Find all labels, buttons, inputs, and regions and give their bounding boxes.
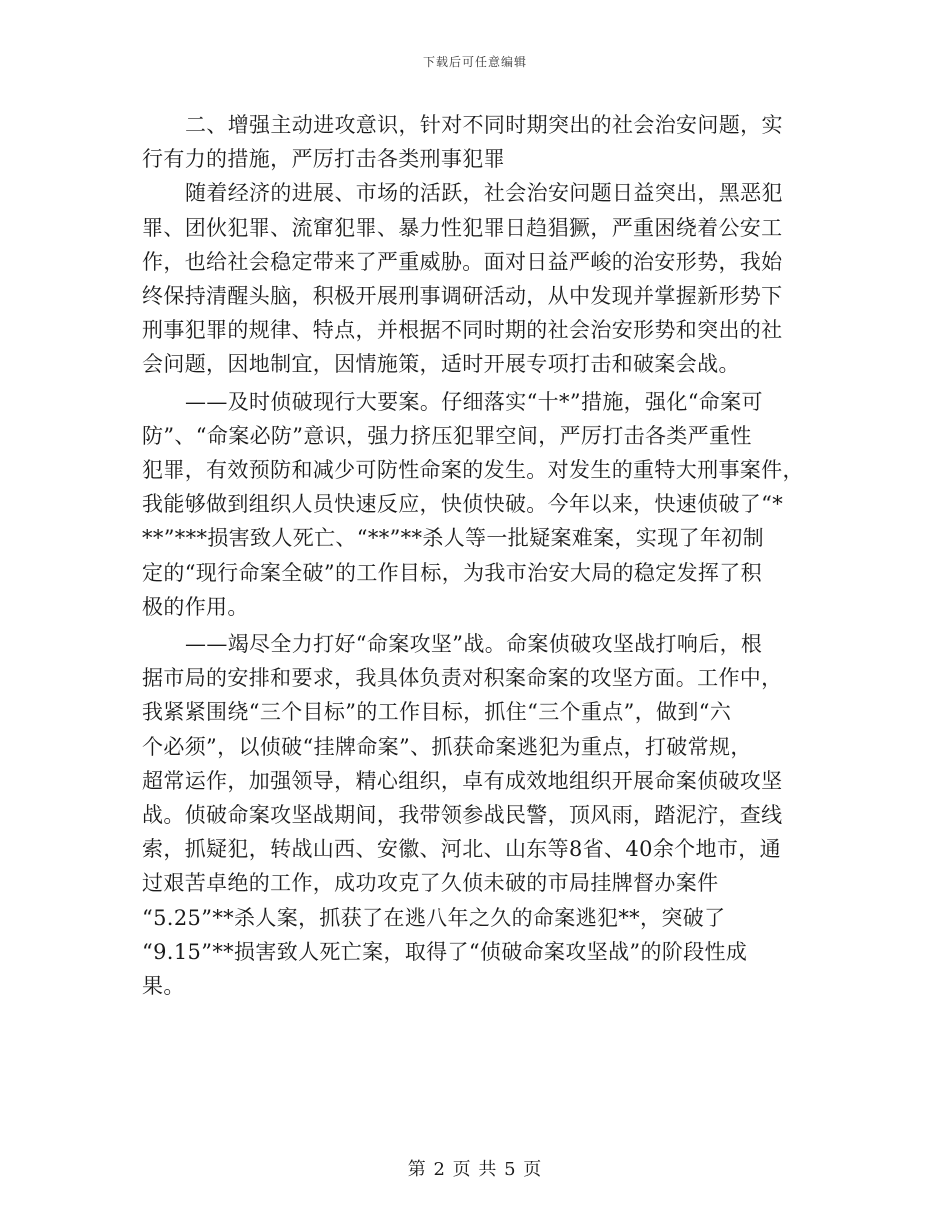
text-line: 超常运作，加强领导，精心组织，卓有成效地组织开展命案侦破攻坚 [142,768,783,793]
text-line: ——及时侦破现行大要案。仔细落实“十*”措施，强化“命案可 [185,389,763,414]
text-line: 随着经济的进展、市场的活跃，社会治安问题日益突出，黑恶犯 [185,181,783,206]
paragraph [142,176,810,381]
text-line: “9.15”**损害致人死亡案，取得了“侦破命案攻坚战”的阶段性成 [142,939,748,964]
paragraph [142,627,810,1003]
text-line: 作，也给社会稳定带来了严重威胁。面对日益严峻的治安形势，我始 [142,249,783,274]
text-line: 防”、“命案必防”意识，强力挤压犯罪空间，严厉打击各类严重性 [142,423,752,448]
document-body [142,108,810,1003]
text-line: 个必须”，以侦破“挂牌命案”、抓获命案逃犯为重点，打破常规， [142,734,752,759]
text-line: ——竭尽全力打好“命案攻坚”战。命案侦破攻坚战打响后，根 [185,632,763,657]
page-header-note: 下载后可任意编辑 [422,55,527,69]
text-line: 过艰苦卓绝的工作，成功攻克了久侦未破的市局挂牌督办案件 [142,871,719,896]
text-line: 罪、团伙犯罪、流窜犯罪、暴力性犯罪日趋猖獗，严重困绕着公安工 [142,215,783,240]
text-line: 刑事犯罪的规律、特点，并根据不同时期的社会治安形势和突出的社 [142,318,783,343]
text-line: “5.25”**杀人案，抓获了在逃八年之久的命案逃犯**，突破了 [142,905,726,930]
text-line: 极的作用。 [142,594,249,619]
text-line: 行有力的措施，严厉打击各类刑事犯罪 [142,147,505,172]
text-line: 二、增强主动进攻意识，针对不同时期突出的社会治安问题，实 [185,113,783,137]
page-number: 第 2 页 共 5 页 [407,1159,543,1180]
text-line: 据市局的安排和要求，我具体负责对积案命案的攻坚方面。工作中， [142,666,783,691]
section-heading [142,108,810,176]
text-line: 我紧紧围绕“三个目标”的工作目标，抓住“三个重点”，做到“六 [142,700,732,725]
text-line: 犯罪，有效预防和减少可防性命案的发生。对发生的重特大刑事案件， [142,458,804,483]
text-line: 终保持清醒头脑，积极开展刑事调研活动，从中发现并掌握新形势下 [142,284,783,309]
text-line: 我能够做到组织人员快速反应，快侦快破。今年以来，快速侦破了“* [142,492,784,517]
text-line: 战。侦破命案攻坚战期间，我带领参战民警，顶风雨，踏泥泞，查线 [142,803,783,828]
text-line: 定的“现行命案全破”的工作目标，为我市治安大局的稳定发挥了积 [142,560,762,585]
text-line: **”***损害致人死亡、“**”**杀人等一批疑案难案，实现了年初制 [142,526,764,551]
paragraph [142,385,810,624]
text-line: 索，抓疑犯，转战山西、安徽、河北、山东等8省、40余个地市，通 [142,837,781,862]
text-line: 果。 [142,974,185,999]
text-line: 会问题，因地制宜，因情施策，适时开展专项打击和破案会战。 [142,352,740,377]
